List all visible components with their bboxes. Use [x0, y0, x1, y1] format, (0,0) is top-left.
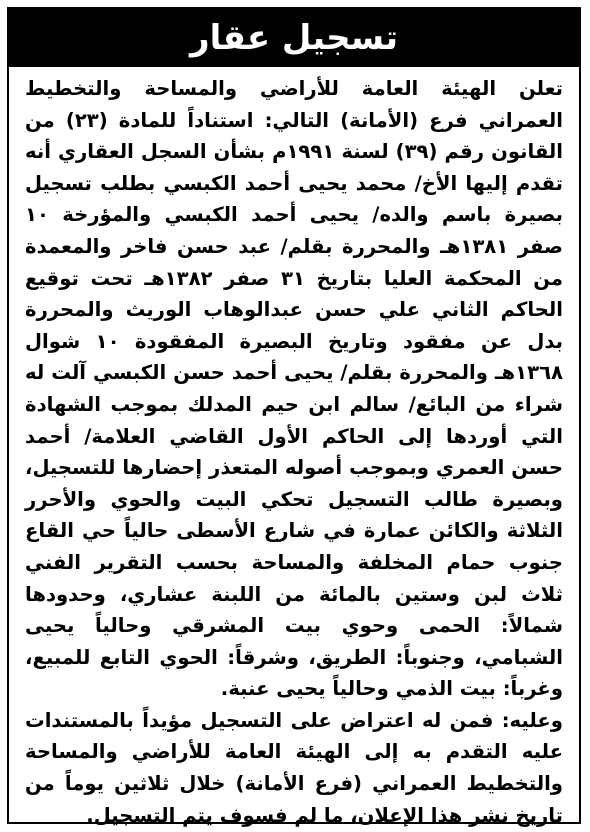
notice-paragraph-objection: وعليه: فمن له اعتراض على التسجيل مؤيداً بالمستندات عليه التقدم به إلى الهيئة العامة للأراضي والمساحة والتخطيط العمراني (فرع الأمانة) خلال ثلاثين يوماً من تاريخ نشر هذا الإعلان، ما لم فسوف يتم التسجيل. [25, 708, 563, 827]
notice-box [7, 7, 581, 827]
notice-body [9, 67, 579, 831]
notice-header [9, 9, 579, 67]
notice-paragraph-main: تعلن الهيئة العامة للأراضي والمساحة والتخطيط العمراني فرع (الأمانة) التالي: استناداً للمادة (٢٣) من القانون رقم (٣٩) لسنة ١٩٩١م بشأن السجل العقاري أنه تقدم إليها الأخ/ محمد يحيى أحمد الكبسي بطلب تسجيل بصيرة باسم والده/ يحيى أحمد الكبسي والمؤرخة ١٠ صفر ١٣٨١هـ والمحررة بقلم/ عبد حسن فاخر والمعمدة من المحكمة العليا بتاريخ ٣١ صفر ١٣٨٢هـ تحت توقيع الحاكم الثاني علي حسن عبدالوهاب الوريث والمحررة بدل عن مفقود وتاريخ البصيرة المفقودة ١٠ شوال ١٣٦٨هـ والمحررة بقلم/ يحيى أحمد حسن الكبسي آلت له شراء من البائع/ سالم ابن حيم المدلك بموجب الشهادة التي أوردها إلى الحاكم الأول القاضي العلامة/ أحمد حسن العمري وبموجب أصوله المتعذر إحضارها للتسجيل، وبصيرة طالب التسجيل تحكي البيت والحوي والأحرر الثلاثة والكائن عمارة في شارع الأسطى حالياً حي القاع جنوب حمام المخلفة والمساحة بحسب التقرير الفني ثلاث لبن وستين بالمائة من اللبنة عشاري، وحدودها شمالاً: الحمى وحوي بيت المشرقي وحالياً يحيى الشبامي، وجنوباً: الطريق، وشرقاً: الحوي التابع للمبيع، وغرباً: بيت الذمي وحالياً يحيى عنبة. [25, 77, 564, 701]
notice-title: تسجيل عقار [190, 18, 398, 58]
